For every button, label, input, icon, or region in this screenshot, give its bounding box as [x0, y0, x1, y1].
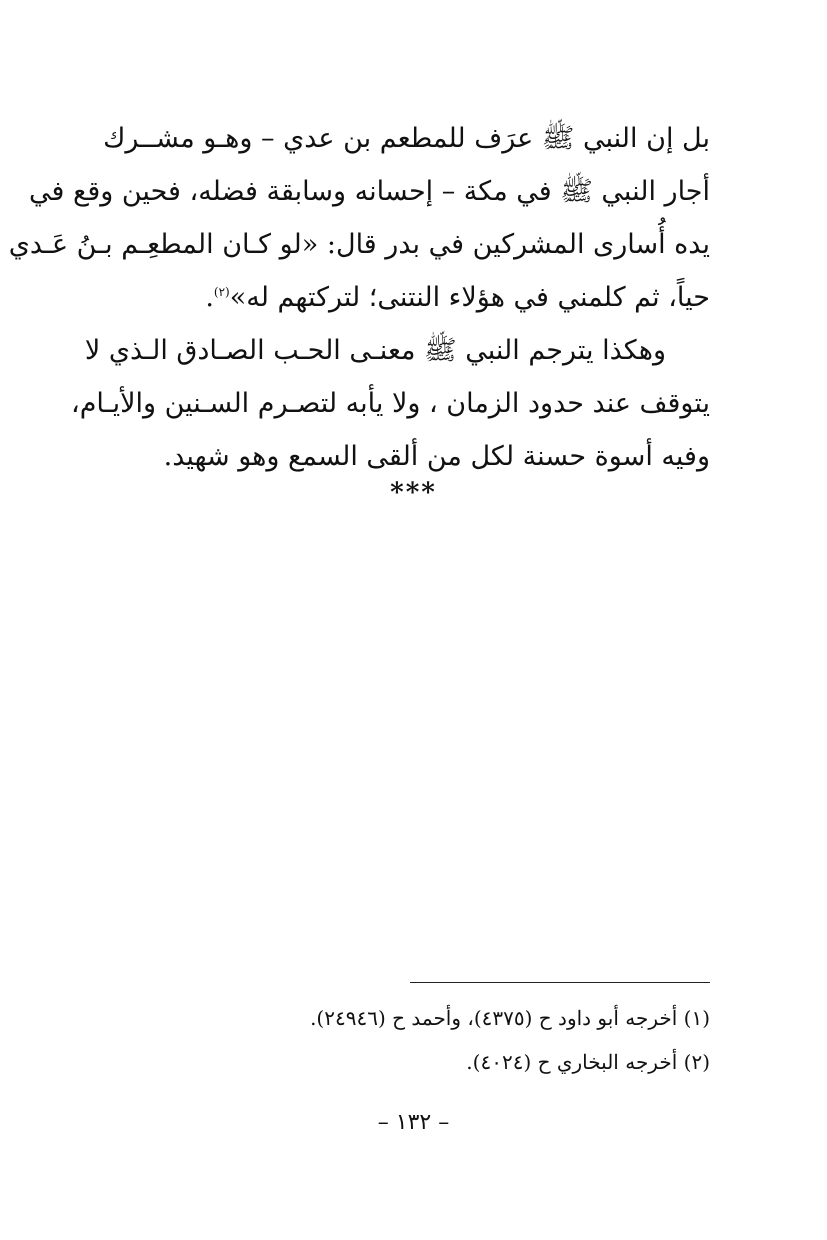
text-line: وهكذا يترجم النبي ﷺ معنـى الحـب الصـادق الـذي لا — [84, 335, 666, 366]
footnote-1: (١) أخرجه أبو داود ح (٤٣٧٥)، وأحمد ح (٢٤٩٤٦). — [310, 1006, 710, 1030]
footnote-reference: (٢) — [213, 285, 230, 299]
paragraph-1 — [8, 112, 710, 324]
footnote-divider — [410, 982, 710, 983]
main-text — [8, 112, 710, 483]
text-line-last — [116, 271, 710, 324]
text-line: أجار النبي ﷺ في مكة – إحسانه وسابقة فضله، فحين وقع في — [28, 176, 710, 207]
end-punctuation: . — [205, 282, 214, 313]
text-line: حياً، ثم كلمني في هؤلاء النتنى؛ لتركتهم له» — [229, 282, 710, 313]
footnote-2: (٢) أخرجه البخاري ح (٤٠٢٤). — [466, 1050, 710, 1074]
page-number: – ١٣٢ – — [377, 1110, 450, 1135]
footnotes — [116, 996, 710, 1084]
text-line: يتوقف عند حدود الزمان ، ولا يأبه لتصـرم السـنين والأيـام، — [71, 388, 710, 419]
text-line: بل إن النبي ﷺ عرَف للمطعم بن عدي – وهـو مشــرك — [103, 123, 710, 154]
section-separator: *** — [390, 478, 437, 508]
text-line: يده أُسارى المشركين في بدر قال: «لو كـان المطعِـم بـنُ عَـدي — [8, 229, 710, 260]
text-line: وفيه أسوة حسنة لكل من ألقى السمع وهو شهيد. — [163, 441, 710, 472]
paragraph-2 — [71, 324, 710, 483]
